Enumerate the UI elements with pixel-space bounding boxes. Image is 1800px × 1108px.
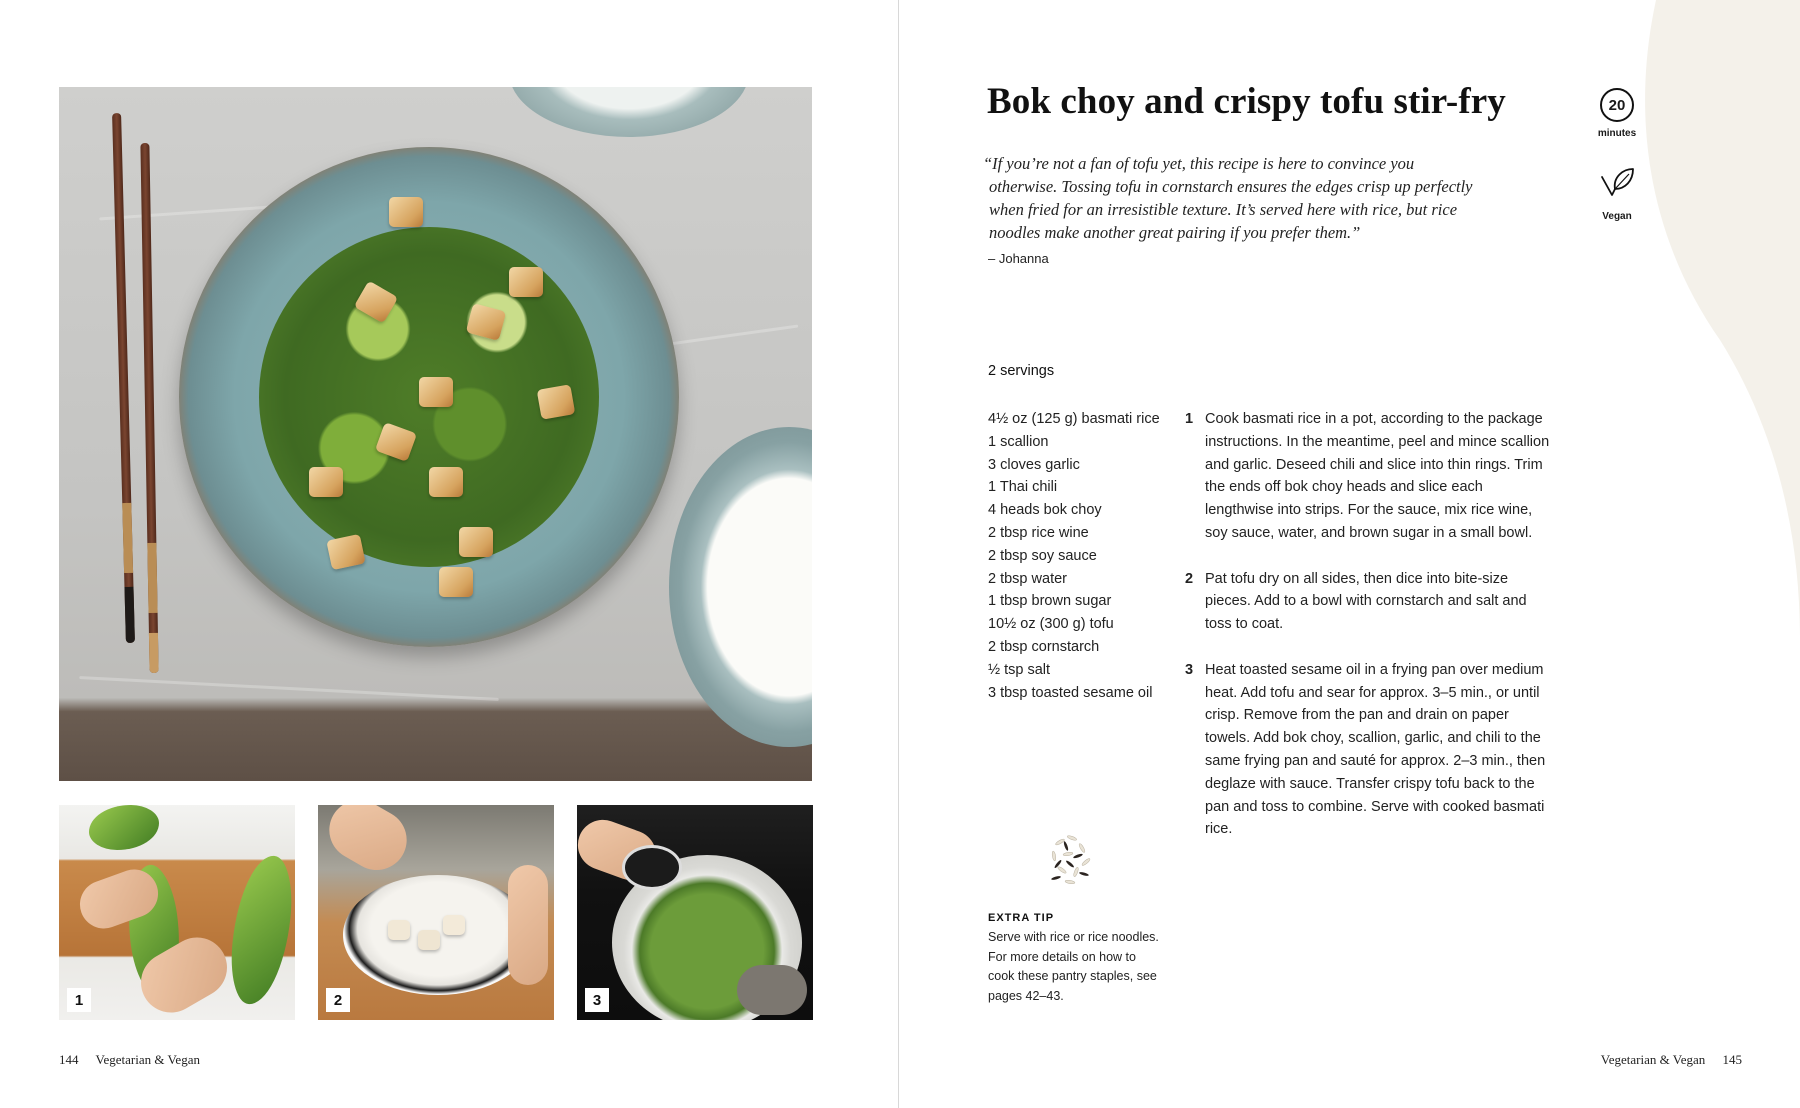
- right-page: [900, 0, 1800, 1108]
- quote-line: “If you’re not a fan of tofu yet, this recipe is here to convince you: [983, 154, 1415, 173]
- intro-quote: [983, 152, 1543, 244]
- ingredient: 10½ oz (300 g) tofu: [988, 616, 1114, 633]
- quote-line: when fried for an irresistible texture. It’s served here with rice, but rice: [989, 200, 1458, 219]
- page-number-left: 144: [59, 1052, 79, 1067]
- method-step-text: Pat tofu dry on all sides, then dice into bite-size pieces. Add to a bowl with cornstarch and salt and toss to coat.: [1205, 570, 1527, 633]
- recipe-title: Bok choy and crispy tofu stir-fry: [987, 81, 1506, 122]
- ingredient: 1 Thai chili: [988, 479, 1058, 496]
- ingredient: 3 tbsp toasted sesame oil: [988, 684, 1153, 701]
- ingredient: 2 tbsp cornstarch: [988, 638, 1100, 655]
- extra-tip-text: Serve with rice or rice noodles. For more details on how to cook these pantry staples, see pages 42–43.: [988, 930, 1159, 1003]
- ingredient: 3 cloves garlic: [988, 456, 1080, 473]
- section-name-right: Vegetarian & Vegan: [1600, 1052, 1706, 1067]
- method-step: [1185, 659, 1555, 841]
- ingredient: 1 scallion: [988, 433, 1049, 450]
- step-photo-1: [59, 805, 295, 1020]
- clock-icon: [1600, 88, 1634, 122]
- time-value: 20: [1608, 96, 1626, 114]
- ingredient: 2 tbsp water: [988, 570, 1067, 587]
- page-number-right: 145: [1722, 1052, 1742, 1067]
- quote-line: noodles make another great pairing if you prefer them.”: [989, 223, 1361, 242]
- ingredient: ½ tsp salt: [988, 661, 1051, 678]
- ingredient: 2 tbsp rice wine: [988, 524, 1089, 541]
- step-photo-2: [318, 805, 554, 1020]
- ingredient: 4½ oz (125 g) basmati rice: [988, 411, 1160, 427]
- leaf-icon: [1597, 165, 1637, 205]
- quote-line: otherwise. Tossing tofu in cornstarch ensures the edges crisp up perfectly: [989, 177, 1473, 196]
- method-step-number: 1: [1185, 411, 1194, 427]
- ingredient: 4 heads bok choy: [988, 502, 1102, 519]
- step-photo-3: [577, 805, 813, 1020]
- method-step-text: Cook basmati rice in a pot, according to the package instructions. In the meantime, peel and mince scallion and garlic. Deseed chili and slice into thin rings. Trim the ends off bok choy heads and slice each lengthwise into strips. For the sauce, mix rice wine, soy sauce, water, and brown sugar in a small bowl.: [1205, 411, 1550, 541]
- vegan-label: Vegan: [1602, 211, 1632, 222]
- method-steps: [1185, 408, 1555, 864]
- rice-bowl: [669, 427, 812, 747]
- section-name-left: Vegetarian & Vegan: [95, 1052, 200, 1067]
- method-step: [1185, 408, 1555, 545]
- left-page-footer: [59, 1052, 200, 1068]
- ingredient: 2 tbsp soy sauce: [988, 547, 1097, 564]
- main-dish-photo: [59, 87, 812, 781]
- left-page: [0, 0, 899, 1108]
- method-step: [1185, 568, 1555, 636]
- time-label: minutes: [1597, 128, 1637, 139]
- top-bowl: [509, 87, 749, 137]
- step-number-3: 3: [585, 988, 609, 1012]
- method-step-number: 2: [1185, 570, 1194, 587]
- method-step-text: Heat toasted sesame oil in a frying pan over medium heat. Add tofu and sear for approx. 3–5 min., or until crisp. Remove from the pan and drain on paper towels. Add bok choy, scallion, garlic, and chili to the same frying pan and sauté for approx. 2–3 min., then deglaze with sauce. Transfer crispy tofu back to the pan and toss to combine. Serve with cooked basmati rice.: [1205, 661, 1546, 838]
- method-step-number: 3: [1185, 661, 1194, 678]
- step-number-2: 2: [326, 988, 350, 1012]
- servings: 2 servings: [988, 363, 1055, 379]
- ingredient: 1 tbsp brown sugar: [988, 593, 1112, 610]
- extra-tip-title: EXTRA TIP: [988, 912, 1055, 924]
- step-number-1: 1: [67, 988, 91, 1012]
- quote-author: – Johanna: [988, 251, 1049, 266]
- vegan-badge: [1587, 165, 1647, 222]
- right-page-footer: [1601, 1052, 1742, 1068]
- ingredients-list: [988, 408, 1163, 704]
- rice-grains-icon: [1040, 828, 1100, 888]
- time-badge: [1587, 88, 1647, 139]
